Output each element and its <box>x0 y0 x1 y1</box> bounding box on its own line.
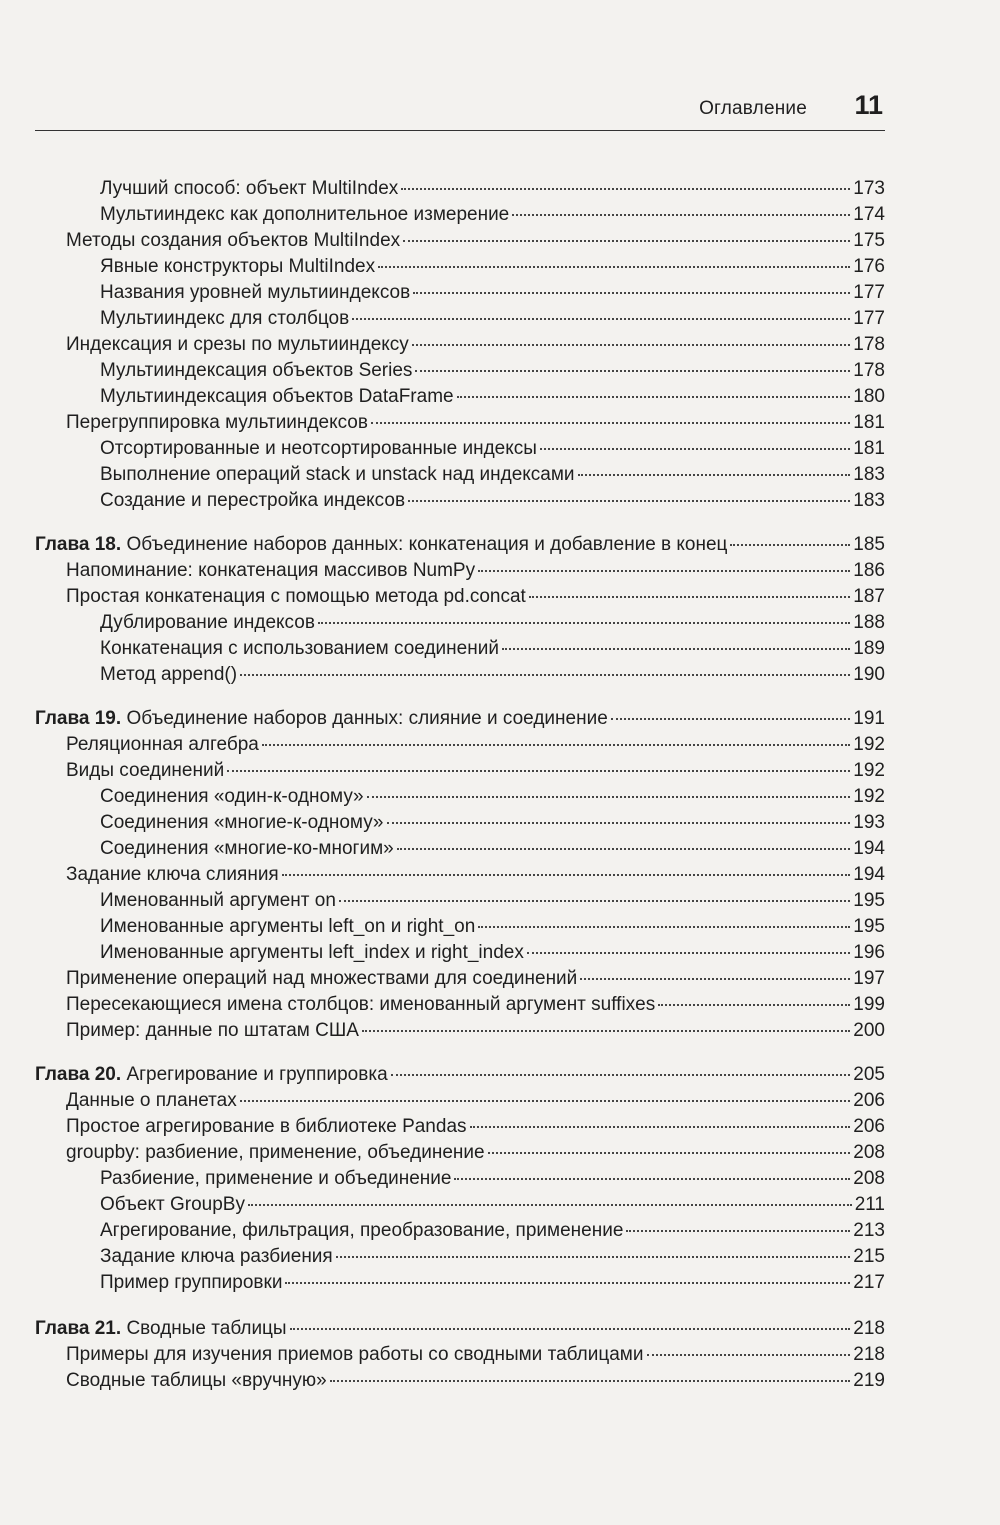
dot-leader <box>362 1030 850 1032</box>
dot-leader <box>578 474 851 476</box>
toc-chapter-entry[interactable] <box>35 1316 885 1342</box>
toc-page-number: 199 <box>853 994 885 1015</box>
toc-entry-label: Примеры для изучения приемов работы со сводными таблицами <box>66 1344 644 1365</box>
toc-entry-label: Методы создания объектов MultiIndex <box>66 230 401 251</box>
toc-page-number: 208 <box>853 1142 885 1163</box>
toc-page-number: 177 <box>853 282 885 303</box>
toc-page-number: 197 <box>853 968 885 989</box>
toc-entry[interactable] <box>100 810 885 836</box>
toc-entry[interactable] <box>100 940 885 966</box>
dot-leader <box>502 648 850 650</box>
toc-entry-label: Перегруппировка мультииндексов <box>66 412 368 433</box>
toc-entry[interactable] <box>100 662 885 688</box>
toc-entry-label: Именованные аргументы left_index и right_index <box>100 942 524 963</box>
toc-entry-label: Соединения «один-к-одному» <box>100 786 364 807</box>
toc-entry[interactable] <box>100 384 885 410</box>
toc-entry-label: Простое агрегирование в библиотеке Pandas <box>66 1116 467 1137</box>
dot-leader <box>290 1328 851 1330</box>
toc-entry-label: Соединения «многие-к-одному» <box>100 812 384 833</box>
toc-page-number: 181 <box>853 438 885 459</box>
dot-leader <box>412 344 850 346</box>
dot-leader <box>647 1354 851 1356</box>
dot-leader <box>529 596 850 598</box>
toc-page-number: 183 <box>853 464 885 485</box>
toc-chapter-entry[interactable] <box>35 706 885 732</box>
toc-page-number: 186 <box>853 560 885 581</box>
toc-entry-label: Сводные таблицы «вручную» <box>66 1370 327 1391</box>
dot-leader <box>478 570 850 572</box>
dot-leader <box>352 318 850 320</box>
toc-page-number: 185 <box>853 534 885 555</box>
toc-entry-label: Отсортированные и неотсортированные индексы <box>100 438 537 459</box>
toc-entry-label: Мультииндексация объектов DataFrame <box>100 386 454 407</box>
toc-page-number: 200 <box>853 1020 885 1041</box>
chapter-number: Глава 20. <box>35 1064 122 1085</box>
toc-entry[interactable] <box>100 436 885 462</box>
dot-leader <box>403 240 850 242</box>
toc-entry[interactable] <box>100 358 885 384</box>
toc-entry-label <box>35 1316 287 1342</box>
toc-entry-label: Индексация и срезы по мультииндексу <box>66 334 409 355</box>
dot-leader <box>378 266 850 268</box>
toc-page-number: 181 <box>853 412 885 433</box>
dot-leader <box>540 448 850 450</box>
toc-entry-label: Мультииндекс как дополнительное измерение <box>100 204 510 225</box>
toc-entry-label: Именованные аргументы left_on и right_on <box>100 916 476 937</box>
chapter-number: Глава 18. <box>35 534 122 555</box>
toc-entry[interactable] <box>100 176 885 202</box>
dot-leader <box>488 1152 851 1154</box>
toc-page-number: 194 <box>853 864 885 885</box>
toc-entry-label <box>35 1062 388 1088</box>
toc-page-number: 193 <box>853 812 885 833</box>
toc-page-number: 177 <box>853 308 885 329</box>
toc-entry-label <box>35 706 608 732</box>
dot-leader <box>415 370 850 372</box>
dot-leader <box>454 1178 850 1180</box>
toc-page-number: 176 <box>853 256 885 277</box>
dot-leader <box>387 822 851 824</box>
toc-chapter-entry[interactable] <box>35 1062 885 1088</box>
toc-entry-label: Задание ключа слияния <box>66 864 279 885</box>
toc-page-number: 217 <box>853 1272 885 1293</box>
toc-entry[interactable] <box>66 1368 885 1394</box>
dot-leader <box>470 1126 851 1128</box>
toc-entry-label: Пересекающиеся имена столбцов: именованный аргумент suffixes <box>66 994 656 1015</box>
toc-entry[interactable] <box>100 610 885 636</box>
toc-entry-label: Названия уровней мультииндексов <box>100 282 411 303</box>
toc-page-number: 190 <box>853 664 885 685</box>
toc-page-number: 219 <box>853 1370 885 1391</box>
chapter-number: Глава 19. <box>35 708 122 729</box>
dot-leader <box>248 1204 852 1206</box>
toc-entry-label: Пример: данные по штатам США <box>66 1020 359 1041</box>
toc-entry-label: Задание ключа разбиения <box>100 1246 333 1267</box>
chapter-title: Объединение наборов данных: слияние и соединение <box>126 708 608 729</box>
toc-page-number: 189 <box>853 638 885 659</box>
dot-leader <box>730 544 850 546</box>
dot-leader <box>401 188 850 190</box>
header-title: Оглавление <box>699 98 807 119</box>
toc-entry-label: Мультииндекс для столбцов <box>100 308 350 329</box>
toc-entry-label: Применение операций над множествами для соединений <box>66 968 578 989</box>
toc-page-number: 196 <box>853 942 885 963</box>
toc-entry[interactable] <box>100 462 885 488</box>
toc-page-number: 194 <box>853 838 885 859</box>
toc-page-number: 178 <box>853 360 885 381</box>
toc-entry[interactable] <box>100 888 885 914</box>
toc-page-number: 195 <box>853 916 885 937</box>
dot-leader <box>227 770 850 772</box>
toc-page-number: 218 <box>853 1344 885 1365</box>
running-header <box>35 88 885 131</box>
toc-entry[interactable] <box>66 862 885 888</box>
toc-page-number: 175 <box>853 230 885 251</box>
dot-leader <box>240 1100 851 1102</box>
toc-entry-label <box>35 532 727 558</box>
toc-entry[interactable] <box>100 306 885 332</box>
toc-entry[interactable] <box>66 992 885 1018</box>
dot-leader <box>658 1004 850 1006</box>
toc-entry-label: Пример группировки <box>100 1272 283 1293</box>
chapter-title: Объединение наборов данных: конкатенация и добавление в конец <box>126 534 728 555</box>
toc-page-number: 174 <box>853 204 885 225</box>
dot-leader <box>408 500 850 502</box>
toc-page-number: 218 <box>853 1318 885 1339</box>
toc-entry-label: Разбиение, применение и объединение <box>100 1168 452 1189</box>
toc-entry[interactable] <box>66 758 885 784</box>
dot-leader <box>391 1074 851 1076</box>
toc-entry-label: Конкатенация с использованием соединений <box>100 638 499 659</box>
dot-leader <box>626 1230 850 1232</box>
dot-leader <box>397 848 851 850</box>
dot-leader <box>240 674 850 676</box>
toc-entry-label: Метод append() <box>100 664 238 685</box>
toc-entry-label: Дублирование индексов <box>100 612 315 633</box>
toc-entry-label: Простая конкатенация с помощью метода pd.concat <box>66 586 526 607</box>
toc-page-number: 208 <box>853 1168 885 1189</box>
dot-leader <box>512 214 850 216</box>
toc-entry[interactable] <box>66 1140 885 1166</box>
toc-page-number: 178 <box>853 334 885 355</box>
toc-entry[interactable] <box>100 836 885 862</box>
dot-leader <box>580 978 850 980</box>
toc-entry[interactable] <box>100 1192 885 1218</box>
dot-leader <box>478 926 850 928</box>
toc-entry[interactable] <box>66 1088 885 1114</box>
chapter-number: Глава 21. <box>35 1318 122 1339</box>
toc-entry[interactable] <box>100 488 885 514</box>
toc-page-number: 213 <box>853 1220 885 1241</box>
toc-entry[interactable] <box>66 558 885 584</box>
dot-leader <box>339 900 850 902</box>
toc-entry[interactable] <box>100 1218 885 1244</box>
toc-entry-label: Лучший способ: объект MultiIndex <box>100 178 399 199</box>
header-page-number: 11 <box>854 90 883 120</box>
toc-entry-label: Реляционная алгебра <box>66 734 259 755</box>
toc-entry-label: groupby: разбиение, применение, объединение <box>66 1142 485 1163</box>
dot-leader <box>285 1282 850 1284</box>
toc-entry-label: Выполнение операций stack и unstack над индексами <box>100 464 575 485</box>
toc-entry-label: Явные конструкторы MultiIndex <box>100 256 376 277</box>
toc-entry[interactable] <box>66 966 885 992</box>
dot-leader <box>262 744 850 746</box>
toc-entry[interactable] <box>66 1114 885 1140</box>
toc-entry[interactable] <box>66 228 885 254</box>
toc-page-number: 191 <box>853 708 885 729</box>
toc-page-number: 205 <box>853 1064 885 1085</box>
toc-entry[interactable] <box>66 732 885 758</box>
chapter-title: Сводные таблицы <box>126 1318 287 1339</box>
dot-leader <box>527 952 850 954</box>
dot-leader <box>457 396 851 398</box>
toc-entry-label: Соединения «многие-ко-многим» <box>100 838 394 859</box>
dot-leader <box>282 874 851 876</box>
toc-entry-label: Именованный аргумент on <box>100 890 336 911</box>
toc-page-number: 192 <box>853 734 885 755</box>
toc-entry-label: Объект GroupBy <box>100 1194 245 1215</box>
dot-leader <box>336 1256 851 1258</box>
toc-page-number: 215 <box>853 1246 885 1267</box>
toc-page-number: 188 <box>853 612 885 633</box>
toc-entry[interactable] <box>100 202 885 228</box>
toc-entry[interactable] <box>66 410 885 436</box>
toc-entry-label: Данные о планетах <box>66 1090 237 1111</box>
toc-entry[interactable] <box>100 1270 885 1296</box>
toc-page-number: 180 <box>853 386 885 407</box>
toc-entry[interactable] <box>100 1244 885 1270</box>
toc-entry[interactable] <box>100 280 885 306</box>
toc-page-number: 206 <box>853 1116 885 1137</box>
dot-leader <box>318 622 850 624</box>
toc-page-number: 183 <box>853 490 885 511</box>
dot-leader <box>367 796 851 798</box>
toc-entry[interactable] <box>100 254 885 280</box>
toc-entry[interactable] <box>66 332 885 358</box>
toc-page-number: 173 <box>853 178 885 199</box>
toc-page-number: 211 <box>854 1194 885 1215</box>
toc-entry[interactable] <box>66 584 885 610</box>
toc-entry-label: Создание и перестройка индексов <box>100 490 406 511</box>
toc-entry[interactable] <box>66 1342 885 1368</box>
toc-entry-label: Виды соединений <box>66 760 225 781</box>
toc-page-number: 192 <box>853 786 885 807</box>
toc-page-number: 206 <box>853 1090 885 1111</box>
chapter-title: Агрегирование и группировка <box>126 1064 388 1085</box>
dot-leader <box>611 718 851 720</box>
toc-entry[interactable] <box>100 784 885 810</box>
dot-leader <box>371 422 850 424</box>
toc-entry-label: Агрегирование, фильтрация, преобразование, применение <box>100 1220 624 1241</box>
toc-chapter-entry[interactable] <box>35 532 885 558</box>
dot-leader <box>413 292 850 294</box>
dot-leader <box>330 1380 851 1382</box>
toc-entry[interactable] <box>100 1166 885 1192</box>
toc-entry[interactable] <box>66 1018 885 1044</box>
toc-entry[interactable] <box>100 636 885 662</box>
toc-entry[interactable] <box>100 914 885 940</box>
toc-entry-label: Напоминание: конкатенация массивов NumPy <box>66 560 476 581</box>
toc-page-number: 195 <box>853 890 885 911</box>
toc-page-number: 187 <box>853 586 885 607</box>
toc-page-number: 192 <box>853 760 885 781</box>
toc-entry-label: Мультииндексация объектов Series <box>100 360 413 381</box>
